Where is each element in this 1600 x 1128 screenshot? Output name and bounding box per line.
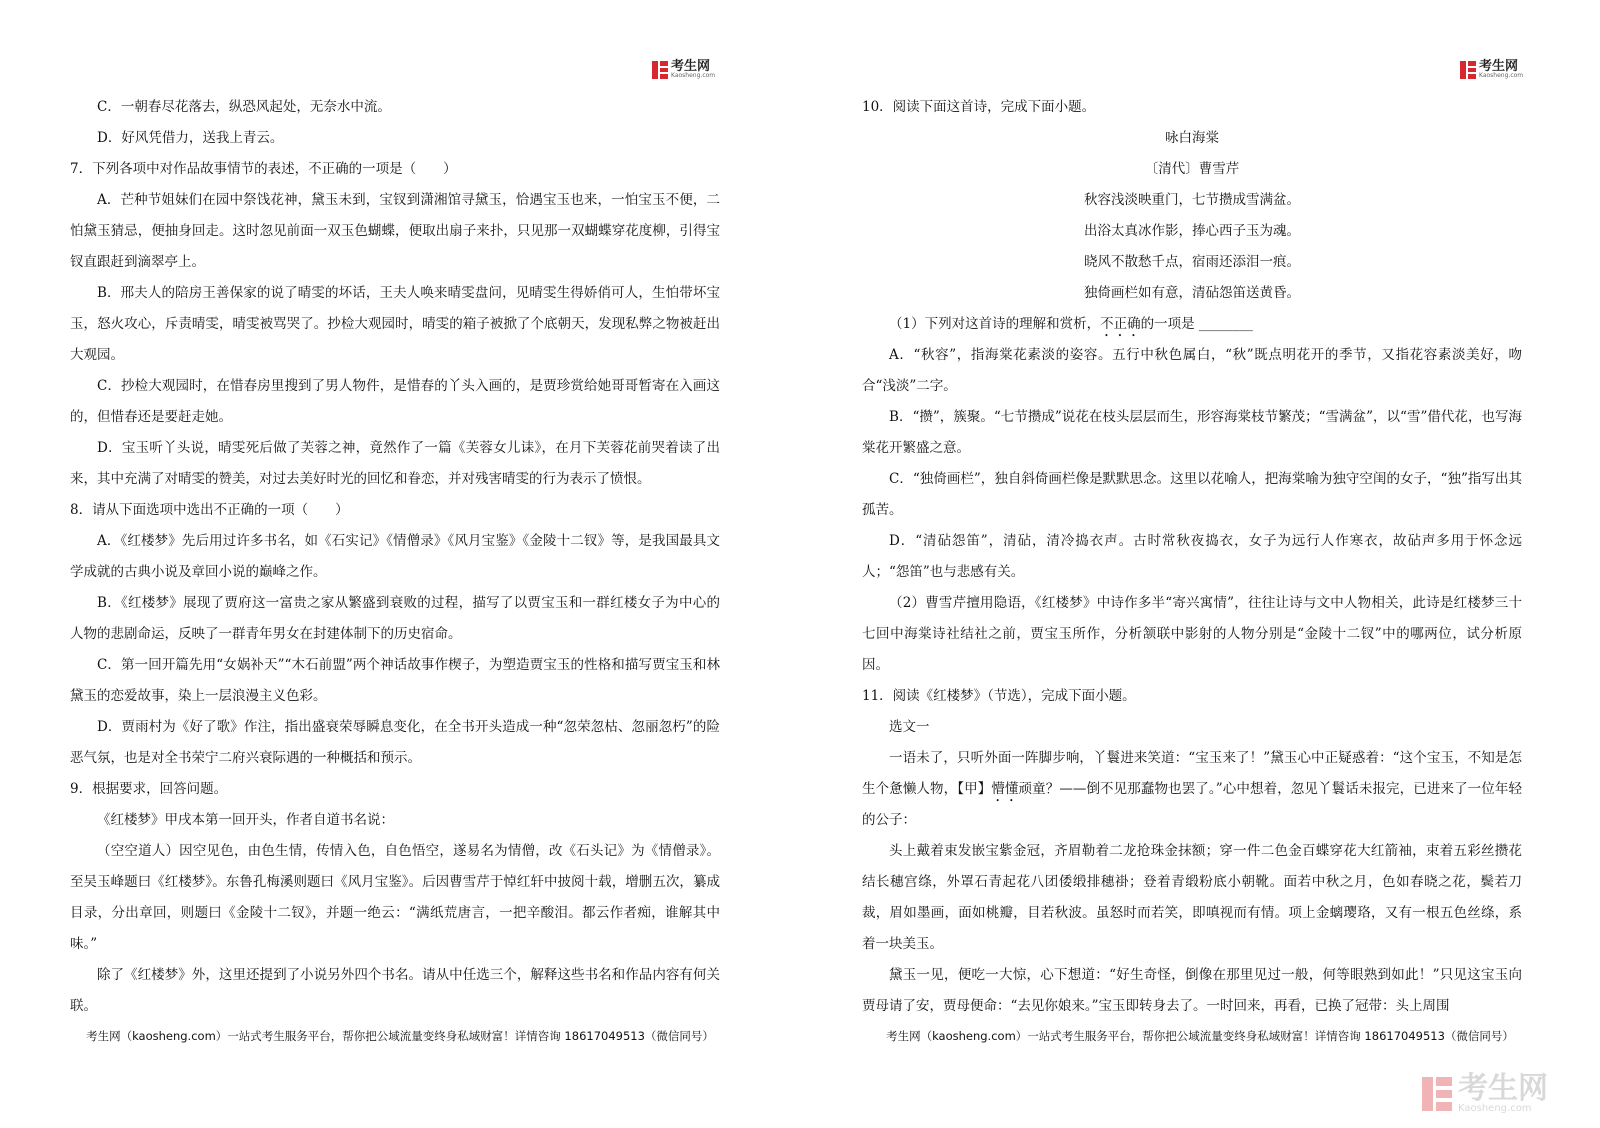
q10-sub-2: （2）曹雪芹擅用隐语，《红楼梦》中诗作多半“寄兴寓情”，往往让诗与文中人物相关，此诗是红楼梦三十七回中海棠诗社结社之前，贾宝玉所作，分析颔联中影射的人物分别是“金陵十二钗”中的哪两位，试分析原因。: [862, 595, 1522, 673]
selection-1-para-1: [862, 743, 1522, 836]
right-content: [862, 92, 1522, 1022]
q8-option-c: C．第一回开篇先用“女娲补天”“木石前盟”两个神话故事作楔子，为塑造贾宝玉的性格和描写贾宝玉和林黛玉的恋爱故事，染上一层浪漫主义色彩。: [70, 657, 720, 704]
q6-option-d: D．好风凭借力，送我上青云。: [97, 130, 284, 146]
poem-line: 晓风不散愁千点，宿雨还添泪一痕。: [1084, 254, 1300, 270]
left-footer: 考生网（kaosheng.com）一站式考生服务平台，帮你把公域流量变终身私域财富！详情咨询 18617049513（微信同号）: [86, 1029, 714, 1043]
question-10: 10．阅读下面这首诗，完成下面小题。: [862, 99, 1096, 115]
sub1-pre: （1）下列对这首诗的理解和赏析，: [889, 316, 1101, 332]
q6-option-c: C．一朝春尽花落去，纵恐风起处，无奈水中流。: [97, 99, 391, 115]
q10-option-a: A．“秋容”，指海棠花素淡的姿容。五行中秋色属白，“秋”既点明花开的季节，又指花容素淡美好，吻合“浅淡”二字。: [862, 347, 1522, 394]
poem-line: 独倚画栏如有意，清砧怨笛送黄昏。: [1084, 285, 1300, 301]
sub1-emphasis: 不正确: [1100, 316, 1141, 332]
q10-sub-1: [862, 309, 1522, 340]
poem-author: 〔清代〕曹雪芹: [1144, 161, 1240, 177]
question-8: 8．请从下面选项中选出不正确的一项（ ）: [70, 502, 349, 518]
s1p1-post: 顽童？——倒不见那蠢物也罢了。”心中想着，忽见丫鬟话未报完，已进来了一位年轻的公子：: [862, 781, 1523, 828]
question-7: 7．下列各项中对作品故事情节的表述，不正确的一项是（ ）: [70, 161, 457, 177]
kaosheng-watermark-icon: [1422, 1077, 1452, 1111]
logo-url: Kaosheng.com: [671, 72, 716, 79]
logo-url: Kaosheng.com: [1479, 72, 1524, 79]
logo-name: 考生网: [671, 59, 711, 74]
header-logo: [1460, 60, 1523, 79]
q7-option-b: B．邢夫人的陪房王善保家的说了晴雯的坏话，王夫人唤来晴雯盘问，见晴雯生得娇俏可人，生怕带坏宝玉，怒火攻心，斥责晴雯，晴雯被骂哭了。抄检大观园时，晴雯的箱子被掀了个底朝天，发现私弊之物被赶出大观园。: [70, 285, 720, 363]
q10-option-d: D．“清砧怨笛”，清砧，清冷捣衣声。古时常秋夜捣衣，女子为远行人作寒衣，故砧声多用于怀念远人；“怨笛”也与悲感有关。: [862, 533, 1522, 580]
poem-line: 出浴太真冰作影，捧心西子玉为魂。: [1084, 223, 1300, 239]
header-logo: [652, 60, 715, 79]
sub1-post: 的一项是 ________: [1140, 316, 1253, 332]
poem-title: 咏白海棠: [1165, 130, 1219, 146]
q7-option-a: A．芒种节姐妹们在园中祭饯花神，黛玉未到，宝钗到潇湘馆寻黛玉，恰遇宝玉也来，一怕宝玉不便，二怕黛玉猜忌，便抽身回走。这时忽见前面一双玉色蝴蝶，便取出扇子来扑，只见那一双蝴蝶穿花度柳，引得宝钗直跟赶到滴翠亭上。: [70, 192, 720, 270]
question-9: 9．根据要求，回答问题。: [70, 781, 228, 797]
logo-name: 考生网: [1479, 59, 1519, 74]
watermark-url: Kaosheng.com: [1458, 1103, 1532, 1114]
left-content: [70, 92, 720, 1022]
q10-option-c: C．“独倚画栏”，独自斜倚画栏像是默默思念。这里以花喻人，把海棠喻为独守空闺的女子，“独”指写出其孤苦。: [862, 471, 1522, 518]
selection-1-label: 选文一: [889, 719, 930, 735]
q8-option-a: A．《红楼梦》先后用过许多书名，如《石实记》《情僧录》《风月宝鉴》《金陵十二钗》等，是我国最具文学成就的古典小说及章回小说的巅峰之作。: [70, 533, 720, 580]
s1p1-emphasis: 懵懂: [991, 781, 1019, 797]
watermark-name: 考生网: [1458, 1071, 1548, 1106]
selection-1-para-3: 黛玉一见，便吃一大惊，心下想道：“好生奇怪，倒像在那里见过一般，何等眼熟到如此！”只见这宝玉向贾母请了安，贾母便命：“去见你娘来。”宝玉即转身去了。一时回来，再看，已换了冠带：头上周围: [862, 967, 1522, 1014]
q10-option-b: B．“攒”，簇聚。“七节攒成”说花在枝头层层而生，形容海棠枝节繁茂；“雪满盆”，以“雪”借代花，也写海棠花开繁盛之意。: [862, 409, 1522, 456]
q9-intro: 《红楼梦》甲戌本第一回开头，作者自道书名说：: [97, 812, 394, 828]
watermark-logo: [1422, 1071, 1548, 1114]
q9-quote: （空空道人）因空见色，由色生情，传情入色，自色悟空，遂易名为情僧，改《石头记》为《情僧录》。至吴玉峰题曰《红楼梦》。东鲁孔梅溪则题曰《风月宝鉴》。后因曹雪芹于悼红轩中披阅十载，增删五次，纂成目录，分出章回，则题曰《金陵十二钗》，并题一绝云：“满纸荒唐言，一把辛酸泪。都云作者痴，谁解其中味。”: [70, 843, 720, 952]
s1p1-pre: 一语未了，只听外面一阵脚步响，丫鬟进来笑道：“宝玉来了！”黛玉心中正疑惑着：“这个宝玉，不知是怎生个惫懒人物，【甲】: [862, 750, 1522, 797]
q8-option-b: B．《红楼梦》展现了贾府这一富贵之家从繁盛到衰败的过程，描写了以贾宝玉和一群红楼女子为中心的人物的悲剧命运，反映了一群青年男女在封建体制下的历史宿命。: [70, 595, 720, 642]
q7-option-c: C．抄检大观园时，在惜春房里搜到了男人物件，是惜春的丫头入画的，是贾珍赏给她哥哥暂寄在入画这的，但惜春还是要赶走她。: [70, 378, 720, 425]
q7-option-d: D．宝玉听丫头说，晴雯死后做了芙蓉之神，竟然作了一篇《芙蓉女儿诔》，在月下芙蓉花前哭着读了出来，其中充满了对晴雯的赞美，对过去美好时光的回忆和眷恋，并对残害晴雯的行为表示了愤恨。: [70, 440, 720, 487]
q9-ask: 除了《红楼梦》外，这里还提到了小说另外四个书名。请从中任选三个，解释这些书名和作品内容有何关联。: [70, 967, 720, 1014]
right-page: [800, 0, 1600, 1128]
kaosheng-logo-icon: [652, 61, 668, 79]
selection-1-para-2: 头上戴着束发嵌宝紫金冠，齐眉勒着二龙抢珠金抹额；穿一件二色金百蝶穿花大红箭袖，束着五彩丝攒花结长穗宫绦，外罩石青起花八团倭缎排穗褂；登着青缎粉底小朝靴。面若中秋之月，色如春晓之花，鬓若刀裁，眉如墨画，面如桃瓣，目若秋波。虽怒时而若笑，即嗔视而有情。项上金螭璎珞，又有一根五色丝绦，系着一块美玉。: [862, 843, 1522, 952]
question-11: 11．阅读《红楼梦》（节选），完成下面小题。: [862, 688, 1136, 704]
right-footer: 考生网（kaosheng.com）一站式考生服务平台，帮你把公域流量变终身私域财富！详情咨询 18617049513（微信同号）: [886, 1029, 1514, 1043]
poem-line: 秋容浅淡映重门，七节攒成雪满盆。: [1084, 192, 1300, 208]
kaosheng-logo-icon: [1460, 61, 1476, 79]
q8-option-d: D．贾雨村为《好了歌》作注，指出盛衰荣辱瞬息变化，在全书开头造成一种“忽荣忽枯、忽丽忽朽”的险恶气氛，也是对全书荣宁二府兴衰际遇的一种概括和预示。: [70, 719, 720, 766]
